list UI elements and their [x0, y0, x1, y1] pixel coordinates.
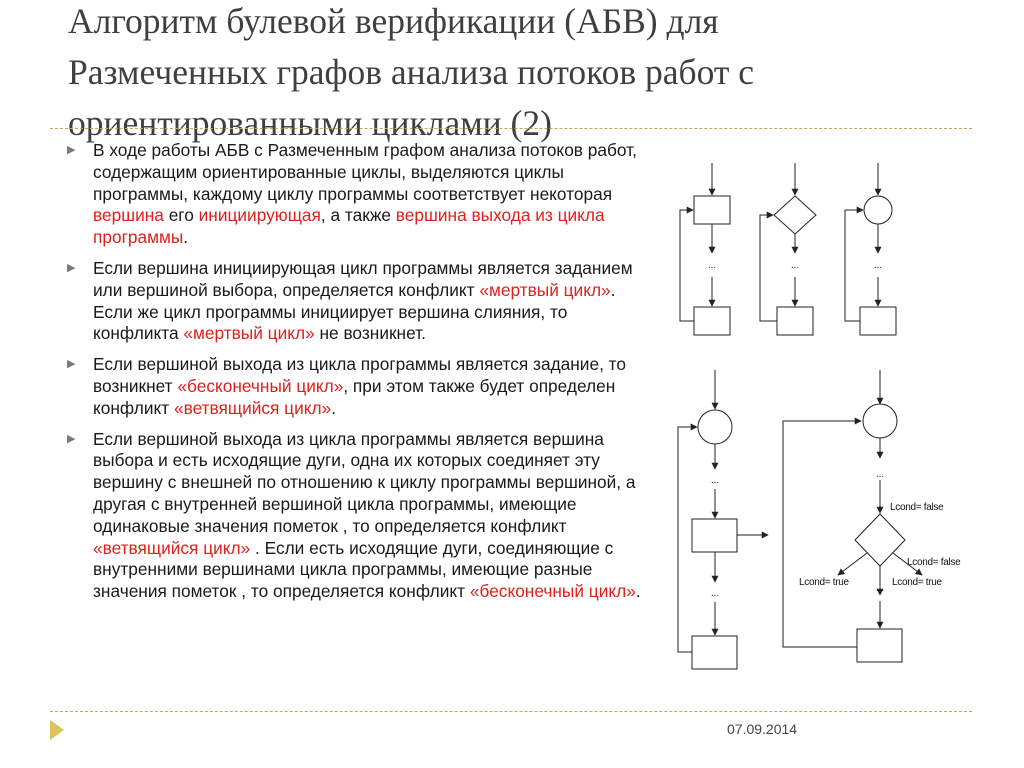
lcond-false-label: Lcond= false: [890, 502, 944, 513]
bullet-item: [66, 354, 646, 419]
bullet-text: .: [183, 227, 189, 248]
ellipsis-label: ...: [707, 260, 717, 271]
bullet-marker-icon: ▶: [67, 358, 76, 371]
ellipsis-label: ...: [873, 260, 883, 271]
highlighted-term: вершина: [93, 205, 164, 226]
cycle-choice-exit-diagram: [783, 370, 922, 662]
bullet-text: , а также: [320, 205, 396, 226]
task-vertex: [857, 629, 902, 662]
footer-date: 07.09.2014: [727, 721, 798, 737]
task-vertex: [692, 519, 737, 552]
bullet-text: , при этом также будет определен конфликт: [93, 375, 616, 418]
bullet-text: .: [331, 397, 336, 418]
ellipsis-label: ...: [875, 583, 885, 594]
choice-vertex: [855, 514, 905, 566]
bullet-text: его: [163, 205, 199, 226]
highlighted-term: вершина выхода из цикла программы: [93, 205, 605, 248]
highlighted-term: «мертвый цикл»: [183, 323, 315, 344]
title-line-2: Размеченных графов анализа потоков работ с: [68, 52, 754, 92]
ellipsis-label: ...: [710, 475, 720, 486]
merge-vertex: [863, 404, 897, 438]
bullet-list: [66, 140, 646, 612]
bullet-item: [66, 258, 646, 345]
lcond-false-label: Lcond= false: [907, 557, 961, 568]
lcond-true-label: Lcond= true: [892, 577, 942, 588]
highlighted-term: «ветвящийся цикл»: [173, 397, 332, 418]
task-vertex: [694, 196, 730, 224]
highlighted-term: «бесконечный цикл»: [177, 375, 344, 396]
flow-diagram: [660, 155, 990, 685]
bullet-text: В ходе работы АБВ с Размеченным графом анализа потоков работ, содержащим ориентированные циклы, выделяются циклы программы, каждому циклу программы соответствует некоторая: [93, 140, 637, 204]
play-icon: [50, 720, 64, 740]
cycle-choice-diagram: [760, 163, 816, 335]
title-divider: [50, 128, 972, 129]
ellipsis-label: ...: [875, 469, 885, 480]
bullet-item: [66, 429, 646, 603]
bullet-text: . Если есть исходящие дуги, соединяющие с внутренними вершинами цикла программы, имеющие разные значения пометок , то определяется конфликт: [93, 537, 614, 602]
cycle-task-diagram: [680, 163, 730, 335]
bullet-text: Если вершина инициирующая цикл программы является заданием или вершиной выбора, определяется конфликт: [93, 257, 633, 300]
highlighted-term: инициирующая: [198, 205, 321, 226]
cycle-task-exit-diagram: [678, 370, 768, 669]
merge-vertex: [864, 196, 892, 224]
bullet-text: не возникнет.: [314, 323, 426, 344]
lcond-true-label: Lcond= true: [799, 577, 849, 588]
merge-vertex: [698, 410, 732, 444]
bullet-marker-icon: ▶: [67, 144, 76, 156]
choice-vertex: [774, 196, 816, 234]
bullet-marker-icon: ▶: [67, 432, 76, 445]
slide-title: [68, 0, 998, 149]
highlighted-term: «ветвящийся цикл»: [93, 537, 251, 558]
title-line-3: ориентированными циклами (2): [68, 103, 552, 143]
title-line-1: Алгоритм булевой верификации (АБВ) для: [68, 1, 719, 41]
task-vertex: [694, 307, 730, 335]
ellipsis-label: ...: [790, 260, 800, 271]
ellipsis-label: ...: [710, 588, 720, 599]
bullet-text: .: [635, 581, 641, 602]
task-vertex: [860, 307, 896, 335]
bullet-text: Если вершиной выхода из цикла программы является задание, то возникнет: [93, 354, 627, 396]
cycle-merge-diagram: [845, 163, 896, 335]
bullet-text: Если вершиной выхода из цикла программы является вершина выбора и есть исходящие дуги, одна их которых соединяет эту вершину с внешней по отношению к циклу программы вершиной, а другая с внутренней вершиной цикла программы, имеющие одинаковые значения пометок , то определяется конфликт: [93, 428, 636, 536]
bullet-text: . Если же цикл программы инициирует вершина слияния, то конфликта: [93, 279, 616, 344]
highlighted-term: «бесконечный цикл»: [469, 581, 636, 602]
highlighted-term: «мертвый цикл»: [479, 279, 611, 300]
bullet-item: [66, 140, 646, 249]
footer-divider: [50, 711, 972, 712]
bullet-marker-icon: ▶: [67, 261, 76, 274]
task-vertex: [692, 636, 737, 669]
task-vertex: [777, 307, 813, 335]
